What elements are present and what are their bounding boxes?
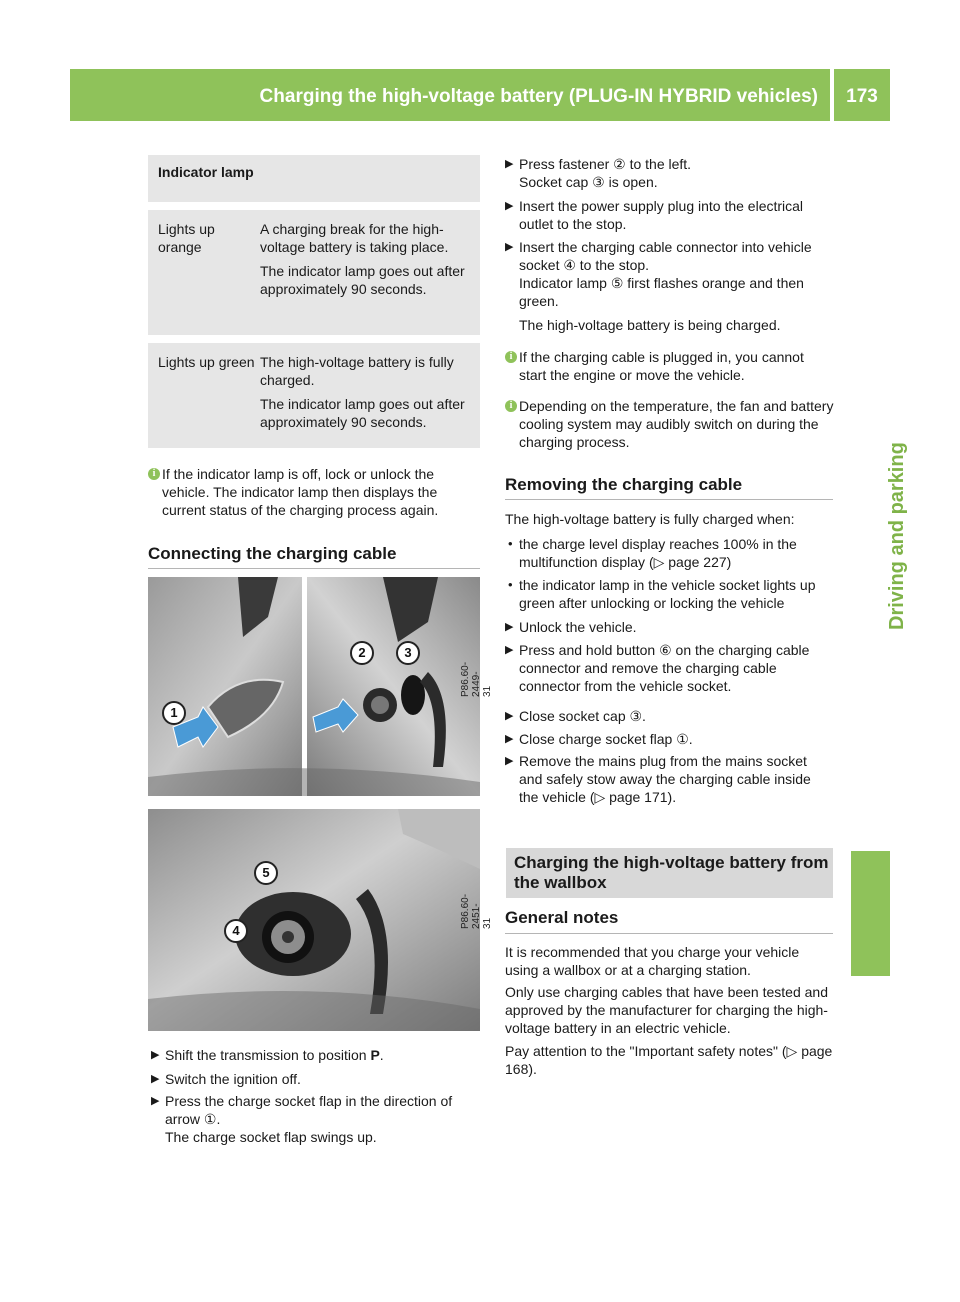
step-arrow-icon: ▶ xyxy=(505,621,514,633)
callout-5: 5 xyxy=(254,861,278,885)
table-cell xyxy=(148,343,260,448)
row-desc: The high-voltage battery is fully charged. xyxy=(260,354,454,388)
step-after: . xyxy=(379,1047,384,1063)
step-bold: P xyxy=(370,1047,380,1063)
section-heading: General notes xyxy=(505,908,619,927)
step-arrow-icon: ▶ xyxy=(151,1095,160,1107)
bullet-text: the indicator lamp in the vehicle socket lights up green after unlocking or locking the vehicle xyxy=(519,577,816,611)
step xyxy=(505,197,834,233)
step-arrow-icon: ▶ xyxy=(505,710,514,722)
step-text: Close charge socket flap ①. xyxy=(519,731,693,747)
step-text: Press the charge socket flap in the direction of arrow ①. xyxy=(165,1093,453,1127)
step-text: Switch the ignition off. xyxy=(165,1071,301,1087)
table-cell xyxy=(260,210,480,335)
intro-text: The high-voltage battery is fully charged when: xyxy=(505,511,795,527)
step-arrow-icon: ▶ xyxy=(505,158,514,170)
bullet-item xyxy=(508,535,834,571)
bullet-icon: • xyxy=(508,577,513,592)
step xyxy=(505,641,834,695)
step xyxy=(505,618,834,636)
header-col1: Indicator lamp xyxy=(158,164,254,180)
vehicle-socket-illustration xyxy=(148,809,480,1031)
table-cell xyxy=(148,210,260,335)
info-note: Depending on the temperature, the fan and battery cooling system may audibly switch on during the charging process. xyxy=(519,398,834,450)
vehicle-socket-photo xyxy=(148,809,493,1031)
callout-2: 2 xyxy=(350,641,374,665)
page-title: Charging the high-voltage battery (PLUG-IN HYBRID vehicles) xyxy=(259,86,818,107)
table-header-cell xyxy=(148,155,260,202)
step-text: Close socket cap ③. xyxy=(519,708,646,724)
paragraph: Only use charging cables that have been tested and approved by the manufacturer for charging the high-voltage battery in an electric vehicle. xyxy=(505,984,828,1036)
step xyxy=(505,730,834,748)
side-tab xyxy=(850,300,908,630)
step xyxy=(151,1092,480,1146)
step-text: Remove the mains plug from the mains socket and safely stow away the charging cable inside the vehicle (▷ page 171). xyxy=(519,753,811,805)
charging-flap-illustration xyxy=(148,577,480,796)
info-icon: i xyxy=(505,351,517,363)
step xyxy=(505,238,834,334)
row-desc: A charging break for the high-voltage battery is taking place. xyxy=(260,221,449,255)
step xyxy=(505,707,834,725)
bullet-item xyxy=(508,576,834,612)
step xyxy=(151,1070,480,1088)
step-arrow-icon: ▶ xyxy=(505,733,514,745)
step xyxy=(151,1046,480,1064)
heading-rule xyxy=(148,568,480,569)
callout-1: 1 xyxy=(162,701,186,725)
figure-code: P86.60-2449-31 xyxy=(460,661,493,697)
charging-flap-photo xyxy=(148,577,493,796)
page-number: 173 xyxy=(834,69,890,121)
step-arrow-icon: ▶ xyxy=(151,1049,160,1061)
heading-rule xyxy=(505,499,833,500)
paragraph: It is recommended that you charge your vehicle using a wallbox or at a charging station. xyxy=(505,944,800,978)
table-cell xyxy=(260,343,480,448)
paragraph: Pay attention to the "Important safety notes" (▷ page 168). xyxy=(505,1043,833,1077)
step xyxy=(505,155,834,191)
step-arrow-icon: ▶ xyxy=(505,200,514,212)
section-heading: Connecting the charging cable xyxy=(148,544,397,563)
info-note: If the charging cable is plugged in, you cannot start the engine or move the vehicle. xyxy=(519,349,804,383)
bullet-text: the charge level display reaches 100% in the multifunction display (▷ page 227) xyxy=(519,536,797,570)
bullet-icon: • xyxy=(508,536,513,551)
table-row xyxy=(148,343,480,448)
wallbox-heading: Charging the high-voltage battery from the wallbox xyxy=(514,853,829,892)
row-status: Lights up green xyxy=(158,354,255,370)
step-arrow-icon: ▶ xyxy=(151,1073,160,1085)
figure-code: P86.60-2451-31 xyxy=(460,893,493,929)
row-status: Lights up orange xyxy=(158,221,215,255)
step-text: Shift the transmission to position xyxy=(165,1047,371,1063)
step xyxy=(505,752,834,806)
callout-4: 4 xyxy=(224,919,248,943)
callout-3: 3 xyxy=(396,641,420,665)
info-icon: i xyxy=(505,400,517,412)
step-result: Socket cap ③ is open. xyxy=(519,174,658,190)
table-header-row xyxy=(148,155,480,202)
info-icon: i xyxy=(148,468,160,480)
step-result-2: The high-voltage battery is being charged. xyxy=(519,317,781,333)
step-result: Indicator lamp ⑤ first flashes orange and then green. xyxy=(519,275,804,309)
table-row xyxy=(148,210,480,335)
step-text: Press fastener ② to the left. xyxy=(519,156,692,172)
side-tab-label: Driving and parking xyxy=(886,442,908,630)
table-header-cell-empty xyxy=(260,155,480,202)
row-desc-2: The indicator lamp goes out after approximately 90 seconds. xyxy=(260,263,465,297)
heading-rule xyxy=(505,933,833,934)
step-arrow-icon: ▶ xyxy=(505,644,514,656)
indicator-table xyxy=(148,155,480,448)
step-text: Press and hold button ⑥ on the charging cable connector and remove the charging cable connector from the vehicle socket. xyxy=(519,642,810,694)
info-note: If the indicator lamp is off, lock or unlock the vehicle. The indicator lamp then displays the current status of the charging process again. xyxy=(162,466,439,518)
row-desc-2: The indicator lamp goes out after approximately 90 seconds. xyxy=(260,396,465,430)
step-text: Insert the charging cable connector into vehicle socket ④ to the stop. xyxy=(519,239,812,273)
side-tab-marker xyxy=(851,851,890,976)
step-result: The charge socket flap swings up. xyxy=(165,1129,377,1145)
wallbox-section-header xyxy=(506,848,833,898)
step-arrow-icon: ▶ xyxy=(505,755,514,767)
step-text: Insert the power supply plug into the electrical outlet to the stop. xyxy=(519,198,804,232)
step-text: Unlock the vehicle. xyxy=(519,619,637,635)
step-arrow-icon: ▶ xyxy=(505,241,514,253)
section-heading: Removing the charging cable xyxy=(505,475,743,494)
